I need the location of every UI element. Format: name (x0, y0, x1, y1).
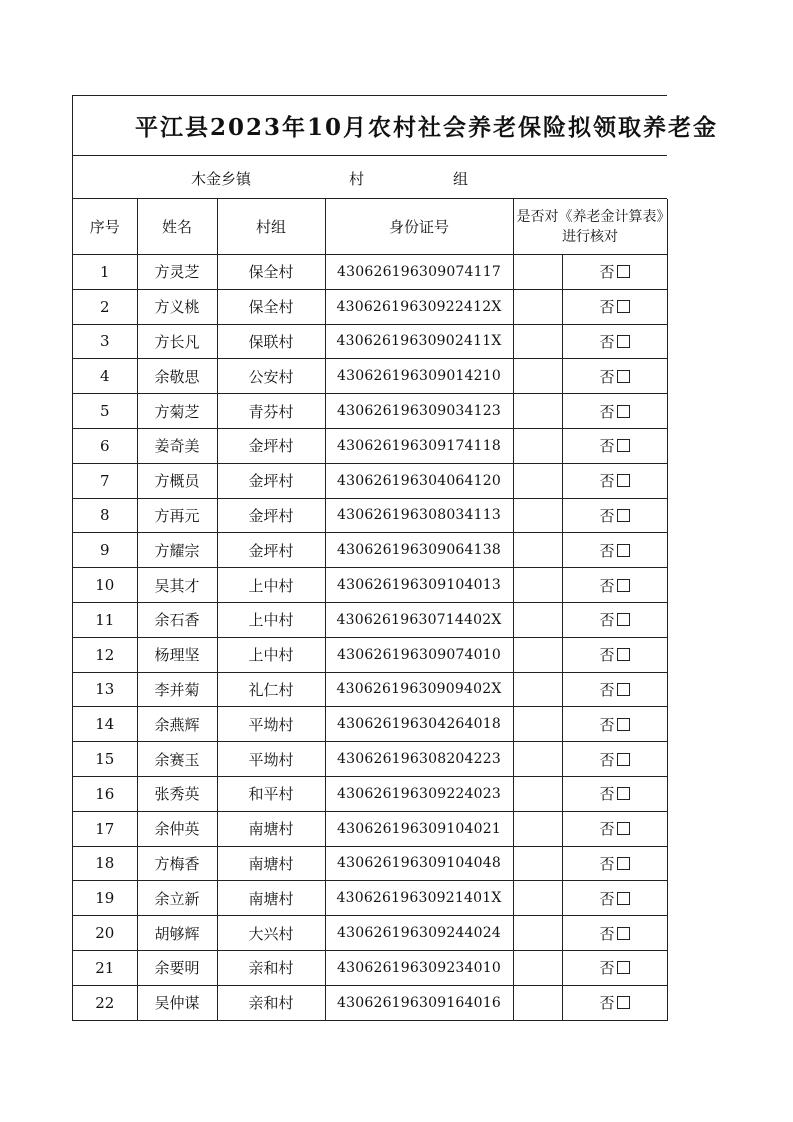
table-row (73, 881, 667, 916)
row-no: 13 (73, 672, 137, 707)
table-row (73, 289, 667, 324)
row-id: 430626196309014210 (325, 359, 513, 394)
row-check-cell[interactable] (562, 289, 667, 324)
row-blank-cell (513, 846, 562, 881)
row-blank-cell (513, 776, 562, 811)
row-check-cell[interactable] (562, 394, 667, 429)
check-option-label: 否 (599, 680, 615, 699)
row-no: 5 (73, 394, 137, 429)
row-check-cell[interactable] (562, 324, 667, 359)
row-id: 43062619630922412X (325, 289, 513, 324)
row-id: 430626196309224023 (325, 776, 513, 811)
header-check: 是否对《养老金计算表》进行核对 (513, 199, 667, 255)
checkbox-icon[interactable] (617, 335, 630, 348)
table-row (73, 776, 667, 811)
check-option-label: 否 (599, 472, 615, 491)
check-option-label: 否 (599, 611, 615, 630)
checkbox-icon[interactable] (617, 509, 630, 522)
row-id: 430626196309104048 (325, 846, 513, 881)
row-check-cell[interactable] (562, 637, 667, 672)
row-name: 张秀英 (137, 776, 217, 811)
table-row (73, 533, 667, 568)
row-village: 上中村 (217, 637, 325, 672)
row-blank-cell (513, 881, 562, 916)
row-check-cell[interactable] (562, 742, 667, 777)
row-blank-cell (513, 602, 562, 637)
row-village: 金坪村 (217, 463, 325, 498)
row-village: 南塘村 (217, 811, 325, 846)
row-village: 平坳村 (217, 742, 325, 777)
row-id: 430626196309064138 (325, 533, 513, 568)
row-village: 金坪村 (217, 533, 325, 568)
check-option-label: 否 (599, 715, 615, 734)
town-label: 木金乡镇 (191, 170, 252, 188)
row-blank-cell (513, 916, 562, 951)
row-id: 43062619630909402X (325, 672, 513, 707)
check-option-label: 否 (599, 402, 615, 421)
check-option-label: 否 (599, 263, 615, 282)
check-option-label: 否 (599, 785, 615, 804)
row-check-cell[interactable] (562, 428, 667, 463)
checkbox-icon[interactable] (617, 787, 630, 800)
pension-sheet (72, 95, 719, 1021)
row-name: 余立新 (137, 881, 217, 916)
row-blank-cell (513, 394, 562, 429)
check-option-label: 否 (599, 298, 615, 317)
row-blank-cell (513, 985, 562, 1020)
row-name: 方菊芝 (137, 394, 217, 429)
row-name: 余赛玉 (137, 742, 217, 777)
row-check-cell[interactable] (562, 846, 667, 881)
checkbox-icon[interactable] (617, 753, 630, 766)
row-name: 吴其才 (137, 568, 217, 603)
table-row (73, 255, 667, 290)
row-name: 方义桃 (137, 289, 217, 324)
row-name: 余石香 (137, 602, 217, 637)
row-no: 15 (73, 742, 137, 777)
row-check-cell[interactable] (562, 533, 667, 568)
row-no: 17 (73, 811, 137, 846)
row-id: 430626196309034123 (325, 394, 513, 429)
header-name: 姓名 (137, 199, 217, 255)
check-option-label: 否 (599, 994, 615, 1013)
row-check-cell[interactable] (562, 985, 667, 1020)
table-row (73, 742, 667, 777)
row-name: 余仲英 (137, 811, 217, 846)
row-blank-cell (513, 428, 562, 463)
row-name: 余要明 (137, 950, 217, 985)
row-blank-cell (513, 498, 562, 533)
table-row (73, 846, 667, 881)
row-check-cell[interactable] (562, 255, 667, 290)
checkbox-icon[interactable] (617, 718, 630, 731)
header-id: 身份证号 (325, 199, 513, 255)
check-option-label: 否 (599, 854, 615, 873)
checkbox-icon[interactable] (617, 683, 630, 696)
row-blank-cell (513, 533, 562, 568)
row-village: 南塘村 (217, 846, 325, 881)
row-village: 金坪村 (217, 498, 325, 533)
row-no: 9 (73, 533, 137, 568)
row-id: 430626196309234010 (325, 950, 513, 985)
row-blank-cell (513, 255, 562, 290)
row-id: 43062619630902411X (325, 324, 513, 359)
row-name: 方概员 (137, 463, 217, 498)
row-check-cell[interactable] (562, 498, 667, 533)
check-option-label: 否 (599, 889, 615, 908)
row-no: 2 (73, 289, 137, 324)
row-village: 大兴村 (217, 916, 325, 951)
checkbox-icon[interactable] (617, 822, 630, 835)
table-row (73, 916, 667, 951)
row-name: 方再元 (137, 498, 217, 533)
checkbox-icon[interactable] (617, 300, 630, 313)
row-blank-cell (513, 359, 562, 394)
table-row (73, 950, 667, 985)
row-blank-cell (513, 568, 562, 603)
row-village: 上中村 (217, 602, 325, 637)
table-row (73, 359, 667, 394)
row-id: 430626196308204223 (325, 742, 513, 777)
row-id: 430626196309074117 (325, 255, 513, 290)
row-blank-cell (513, 324, 562, 359)
check-option-label: 否 (599, 820, 615, 839)
row-check-cell[interactable] (562, 776, 667, 811)
page-title: 平江县2023年10月农村社会养老保险拟领取养老金 (135, 114, 719, 141)
row-no: 7 (73, 463, 137, 498)
checkbox-icon[interactable] (617, 648, 630, 661)
row-name: 方长凡 (137, 324, 217, 359)
table-header-row (73, 199, 667, 255)
check-option-label: 否 (599, 959, 615, 978)
header-village: 村组 (217, 199, 325, 255)
check-option-label: 否 (599, 576, 615, 595)
row-check-cell[interactable] (562, 463, 667, 498)
row-check-cell[interactable] (562, 707, 667, 742)
row-blank-cell (513, 637, 562, 672)
row-id: 430626196309244024 (325, 916, 513, 951)
row-name: 杨理坚 (137, 637, 217, 672)
row-id: 430626196308034113 (325, 498, 513, 533)
row-id: 430626196309104021 (325, 811, 513, 846)
row-blank-cell (513, 463, 562, 498)
row-village: 上中村 (217, 568, 325, 603)
table-row (73, 324, 667, 359)
checkbox-icon[interactable] (617, 892, 630, 905)
row-no: 16 (73, 776, 137, 811)
row-check-cell[interactable] (562, 672, 667, 707)
row-village: 亲和村 (217, 985, 325, 1020)
row-id: 430626196309074010 (325, 637, 513, 672)
row-village: 公安村 (217, 359, 325, 394)
table-row (73, 463, 667, 498)
row-id: 430626196309174118 (325, 428, 513, 463)
table-row (73, 498, 667, 533)
checkbox-icon[interactable] (617, 265, 630, 278)
subheader-row (73, 156, 667, 199)
group-label: 组 (453, 170, 469, 188)
row-village: 和平村 (217, 776, 325, 811)
checkbox-icon[interactable] (617, 996, 630, 1009)
table-row (73, 985, 667, 1020)
row-blank-cell (513, 811, 562, 846)
row-check-cell[interactable] (562, 568, 667, 603)
row-no: 11 (73, 602, 137, 637)
row-check-cell[interactable] (562, 811, 667, 846)
row-village: 礼仁村 (217, 672, 325, 707)
row-check-cell[interactable] (562, 602, 667, 637)
row-id: 430626196304064120 (325, 463, 513, 498)
row-name: 余燕辉 (137, 707, 217, 742)
checkbox-icon[interactable] (617, 961, 630, 974)
row-id: 430626196309104013 (325, 568, 513, 603)
row-village: 保联村 (217, 324, 325, 359)
checkbox-icon[interactable] (617, 405, 630, 418)
row-name: 余敬思 (137, 359, 217, 394)
row-id: 430626196309164016 (325, 985, 513, 1020)
table-row (73, 568, 667, 603)
table-row (73, 707, 667, 742)
row-village: 平坳村 (217, 707, 325, 742)
title-row (73, 96, 719, 156)
row-name: 方灵芝 (137, 255, 217, 290)
row-name: 姜奇美 (137, 428, 217, 463)
row-village: 保全村 (217, 289, 325, 324)
row-village: 金坪村 (217, 428, 325, 463)
checkbox-icon[interactable] (617, 474, 630, 487)
row-no: 19 (73, 881, 137, 916)
row-id: 430626196304264018 (325, 707, 513, 742)
row-id: 43062619630921401X (325, 881, 513, 916)
check-option-label: 否 (599, 506, 615, 525)
check-option-label: 否 (599, 646, 615, 665)
row-no: 18 (73, 846, 137, 881)
row-village: 亲和村 (217, 950, 325, 985)
row-no: 8 (73, 498, 137, 533)
row-no: 3 (73, 324, 137, 359)
row-no: 4 (73, 359, 137, 394)
checkbox-icon[interactable] (617, 857, 630, 870)
table-row (73, 811, 667, 846)
row-blank-cell (513, 289, 562, 324)
row-blank-cell (513, 950, 562, 985)
row-check-cell[interactable] (562, 916, 667, 951)
table-row (73, 428, 667, 463)
row-check-cell[interactable] (562, 950, 667, 985)
check-option-label: 否 (599, 437, 615, 456)
row-village: 南塘村 (217, 881, 325, 916)
row-no: 1 (73, 255, 137, 290)
checkbox-icon[interactable] (617, 579, 630, 592)
check-option-label: 否 (599, 332, 615, 351)
row-name: 李并菊 (137, 672, 217, 707)
row-no: 6 (73, 428, 137, 463)
check-option-label: 否 (599, 750, 615, 769)
checkbox-icon[interactable] (617, 927, 630, 940)
check-option-label: 否 (599, 541, 615, 560)
pension-table (73, 199, 668, 1021)
row-no: 14 (73, 707, 137, 742)
row-check-cell[interactable] (562, 881, 667, 916)
table-row (73, 672, 667, 707)
row-blank-cell (513, 672, 562, 707)
row-name: 吴仲谋 (137, 985, 217, 1020)
row-no: 21 (73, 950, 137, 985)
row-no: 22 (73, 985, 137, 1020)
check-option-label: 否 (599, 924, 615, 943)
row-no: 10 (73, 568, 137, 603)
table-row (73, 602, 667, 637)
checkbox-icon[interactable] (617, 439, 630, 452)
header-no: 序号 (73, 199, 137, 255)
checkbox-icon[interactable] (617, 370, 630, 383)
row-name: 胡够辉 (137, 916, 217, 951)
checkbox-icon[interactable] (617, 613, 630, 626)
checkbox-icon[interactable] (617, 544, 630, 557)
row-name: 方耀宗 (137, 533, 217, 568)
row-village: 保全村 (217, 255, 325, 290)
table-body (73, 255, 667, 1021)
row-check-cell[interactable] (562, 359, 667, 394)
table-row (73, 637, 667, 672)
row-blank-cell (513, 707, 562, 742)
row-no: 12 (73, 637, 137, 672)
row-blank-cell (513, 742, 562, 777)
check-option-label: 否 (599, 367, 615, 386)
row-name: 方梅香 (137, 846, 217, 881)
table-row (73, 394, 667, 429)
village-label: 村 (349, 170, 365, 188)
row-village: 青芬村 (217, 394, 325, 429)
row-no: 20 (73, 916, 137, 951)
row-id: 43062619630714402X (325, 602, 513, 637)
